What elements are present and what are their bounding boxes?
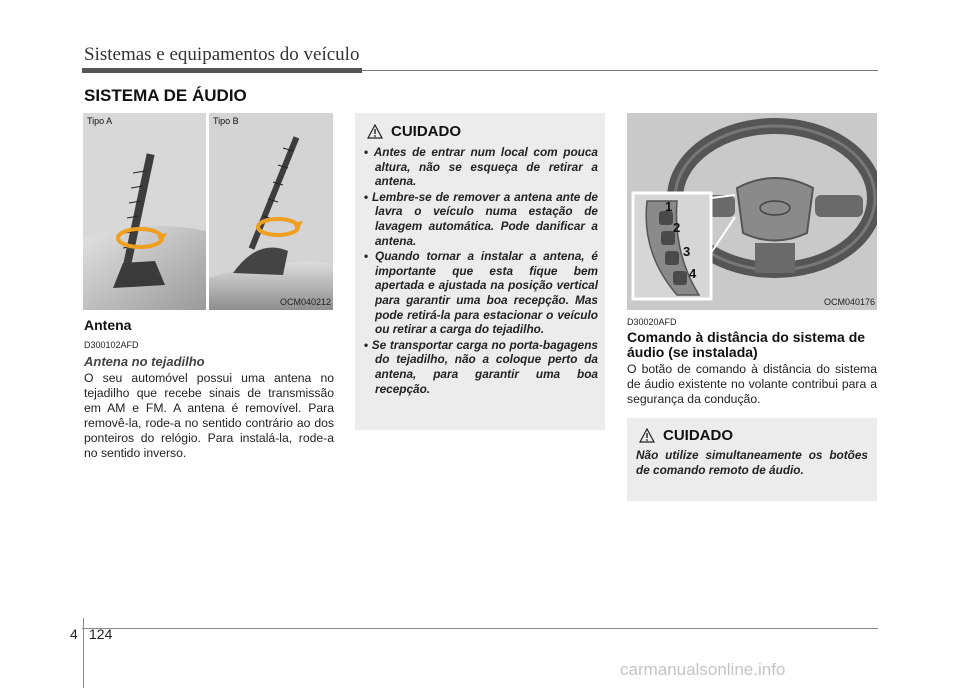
page-number: 124 bbox=[89, 626, 113, 642]
caution-title-text: CUIDADO bbox=[391, 123, 461, 140]
caution-item: • Se transportar carga no porta-bagagens do tejadilho, não a coloque perto da antena, para garantir uma boa recepção. bbox=[364, 338, 598, 396]
warning-triangle-icon bbox=[639, 428, 655, 443]
caution-item: • Quando tornar a instalar a antena, é importante que esta fique bem apertada e ajustada na posição vertical para garantir uma boa recepção. Mas pode retirá-la para estacionar o veículo ou retirar a carga do tejadilho. bbox=[364, 249, 598, 337]
remote-code: D30020AFD bbox=[627, 317, 677, 327]
page-heading: SISTEMA DE ÁUDIO bbox=[84, 86, 247, 105]
antenna-subheading: Antena no tejadilho bbox=[84, 354, 205, 369]
antenna-code: D300102AFD bbox=[84, 340, 139, 350]
caution-item: • Antes de entrar num local com pouca altura, não se esqueça de retirar a antena. bbox=[364, 145, 598, 189]
figure-code: OCM040176 bbox=[823, 297, 875, 307]
warning-triangle-icon bbox=[367, 124, 383, 139]
figure-code: OCM040212 bbox=[279, 297, 331, 307]
callout-1: 1 bbox=[665, 199, 673, 214]
figure-label-tipo-b: Tipo B bbox=[213, 116, 239, 126]
antenna-figure bbox=[83, 113, 333, 310]
antenna-body: O seu automóvel possui uma antena no tejadilho que recebe sinais de transmissão em AM e FM. A antena é removível. Para removê-la, rode-a no sentido contrário ao dos ponteiros do relógio. Para instalá-la, rode-a no sentido inverso. bbox=[84, 371, 334, 460]
caution-title-text: CUIDADO bbox=[663, 427, 733, 444]
caution-item: • Lembre-se de remover a antena ante de lavra o veículo numa estação de lavagem automática. Pode danificar a antena. bbox=[364, 190, 598, 248]
antenna-heading: Antena bbox=[84, 317, 132, 333]
remote-heading: Comando à distância do sistema de áudio (se instalada) bbox=[627, 329, 866, 360]
caution-title bbox=[639, 427, 733, 444]
antenna-illustration bbox=[83, 113, 333, 310]
footer-divider bbox=[83, 618, 84, 688]
caution-small-text: Não utilize simultaneamente os botões de comando remoto de áudio. bbox=[636, 448, 868, 477]
chapter-number: 4 bbox=[70, 626, 78, 642]
caution-box-small bbox=[627, 418, 877, 501]
callout-3: 3 bbox=[683, 244, 691, 259]
header-rule bbox=[362, 70, 878, 71]
callout-4: 4 bbox=[689, 266, 697, 281]
header-bar bbox=[82, 68, 362, 73]
running-header: Sistemas e equipamentos do veículo bbox=[84, 44, 360, 65]
watermark: carmanualsonline.info bbox=[620, 660, 786, 679]
steering-wheel-figure bbox=[627, 113, 877, 310]
footer-rule bbox=[82, 628, 878, 629]
figure-label-tipo-a: Tipo A bbox=[87, 116, 113, 126]
caution-box bbox=[355, 113, 605, 430]
caution-title bbox=[367, 123, 461, 140]
remote-body: O botão de comando à distância do sistema de áudio existente no volante contribui para a segurança da condução. bbox=[627, 362, 877, 406]
callout-2: 2 bbox=[673, 220, 681, 235]
caution-list bbox=[364, 145, 598, 397]
